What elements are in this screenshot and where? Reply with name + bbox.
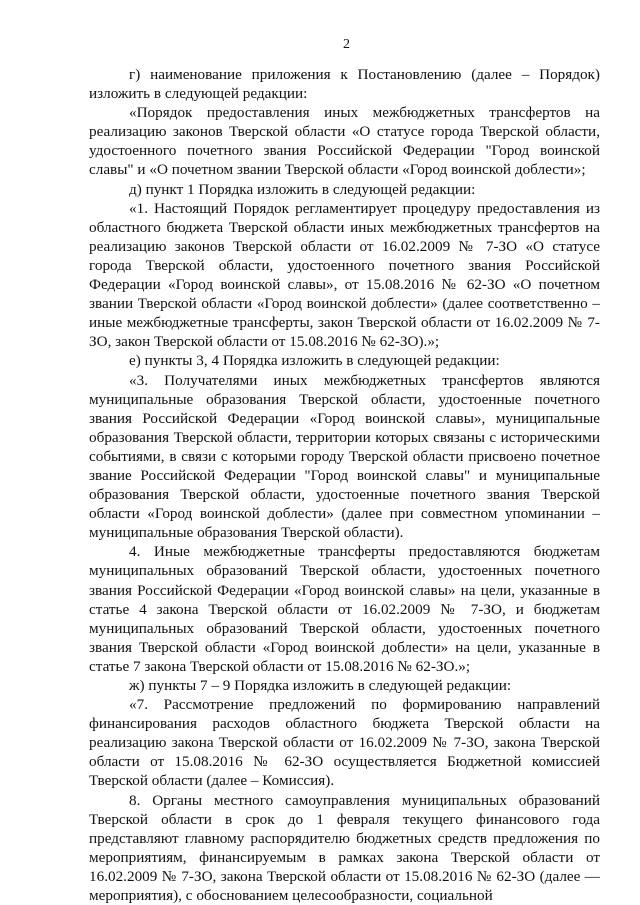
- paragraph-clause-3: «3. Получателями иных межбюджетных трансфертов являются муниципальные образования Тверской области, удостоенные почетного звания Российской Федерации «Город воинской славы», муниципальные образования Тверской области, территории которых связаны с историческими событиями, в связи с которыми городу Тверской области присвоено почетное звание Российской Федерации "Город воинской славы" и муниципальные образования Тверской области, удостоенные почетного звания Тверской области «Город воинской доблести» (далее при совместном упоминании – муниципальные образования Тверской области).: [89, 371, 600, 542]
- paragraph-item-g: г) наименование приложения к Постановлению (далее – Порядок) изложить в следующей редакции:: [89, 66, 600, 103]
- paragraph-order-title: «Порядок предоставления иных межбюджетных трансфертов на реализацию законов Тверской области «О статусе города Тверской области, удостоенного почетного звания Российской Федерации "Город воинской славы" и «О почетном звании Тверской области «Город воинской доблести»;: [89, 104, 600, 179]
- paragraph-clause-4: 4. Иные межбюджетные трансферты предоставляются бюджетам муниципальных образований Тверской области, удостоенных почетного звания Российской Федерации «Город воинской славы» на цели, указанные в статье 4 закона Тверской области от 16.02.2009 № 7-ЗО, и бюджетам муниципальных образований Тверской области, удостоенных почетного звания Тверской области «Город воинской доблести» на цели, указанные в статье 7 закона Тверской области от 15.08.2016 № 62-ЗО.»;: [89, 543, 600, 675]
- paragraph-clause-7: «7. Рассмотрение предложений по формированию направлений финансирования расходов областного бюджета Тверской области на реализацию закона Тверской области от 16.02.2009 № 7-ЗО, закона Тверской области от 15.08.2016 № 62-ЗО осуществляется Бюджетной комиссией Тверской области (далее – Комиссия).: [89, 696, 600, 790]
- paragraph-clause-1: «1. Настоящий Порядок регламентирует процедуру предоставления из областного бюджета Тверской области иных межбюджетных трансфертов на реализацию законов Тверской области от 16.02.2009 № 7-ЗО «О статусе города Тверской области, удостоенного почетного звания Российской Федерации «Город воинской славы», от 15.08.2016 № 62-ЗО «О почетном звании Тверской области «Город воинской доблести» (далее соответственно – иные межбюджетные трансферты, закон Тверской области от 16.02.2009 № 7-ЗО, закон Тверской области от 15.08.2016 № 62-ЗО).»;: [89, 199, 600, 351]
- document-body: [89, 65, 600, 905]
- paragraph-item-d: д) пункт 1 Порядка изложить в следующей редакции:: [129, 180, 476, 198]
- paragraph-clause-8: 8. Органы местного самоуправления муниципальных образований Тверской области в срок до 1 февраля текущего финансового года представляют главному распорядителю бюджетных средств предложения по мероприятиям, финансируемым в рамках закона Тверской области от 16.02.2009 № 7-ЗО, закона Тверской области от 15.08.2016 № 62-ЗО (далее — мероприятия), с обоснованием целесообразности, социальной: [89, 791, 600, 905]
- paragraph-item-zh: ж) пункты 7 – 9 Порядка изложить в следующей редакции:: [129, 677, 512, 694]
- page-number: 2: [343, 37, 350, 52]
- paragraph-item-e: е) пункты 3, 4 Порядка изложить в следующей редакции:: [129, 352, 500, 370]
